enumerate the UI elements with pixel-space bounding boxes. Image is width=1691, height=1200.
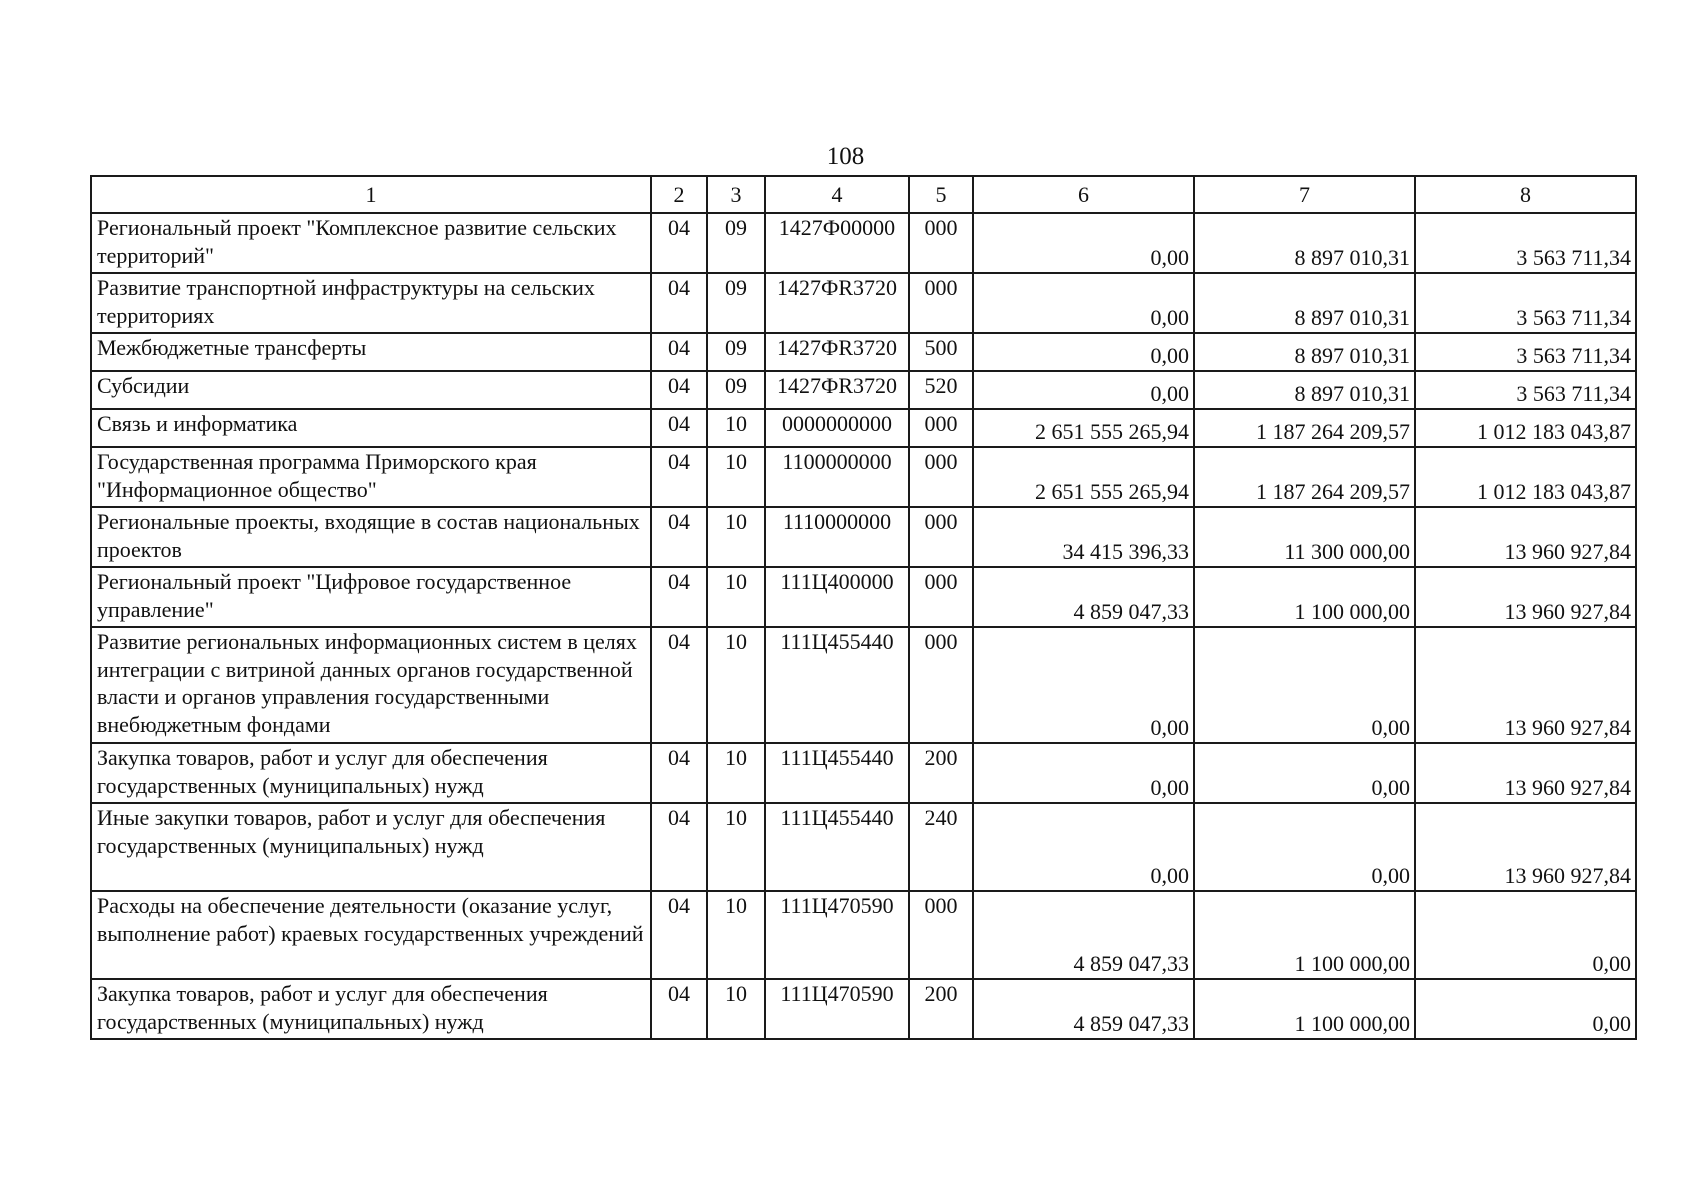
row-amount-col6: 0,00	[973, 371, 1194, 409]
row-amount-col7: 8 897 010,31	[1194, 273, 1415, 333]
row-target-article: 111Ц470590	[765, 891, 909, 979]
row-subsection: 10	[707, 891, 765, 979]
row-amount-col8: 0,00	[1415, 979, 1636, 1039]
header-row	[91, 176, 1636, 213]
table-row	[91, 803, 1636, 891]
table-row	[91, 409, 1636, 447]
row-amount-col7: 8 897 010,31	[1194, 371, 1415, 409]
row-name: Субсидии	[91, 371, 651, 409]
row-amount-col6: 0,00	[973, 213, 1194, 273]
row-expense-type: 000	[909, 213, 973, 273]
row-amount-col7: 0,00	[1194, 627, 1415, 743]
row-amount-col8: 1 012 183 043,87	[1415, 447, 1636, 507]
row-amount-col8: 1 012 183 043,87	[1415, 409, 1636, 447]
table-header	[91, 176, 1636, 213]
row-amount-col6: 0,00	[973, 743, 1194, 803]
row-expense-type: 520	[909, 371, 973, 409]
row-name: Региональный проект "Цифровое государственное управление"	[91, 567, 651, 627]
row-amount-col8: 13 960 927,84	[1415, 803, 1636, 891]
table-row	[91, 273, 1636, 333]
row-section: 04	[651, 507, 707, 567]
row-amount-col8: 13 960 927,84	[1415, 627, 1636, 743]
row-expense-type: 240	[909, 803, 973, 891]
row-amount-col7: 8 897 010,31	[1194, 333, 1415, 371]
header-col-6: 6	[973, 176, 1194, 213]
row-amount-col8: 3 563 711,34	[1415, 213, 1636, 273]
row-amount-col7: 1 100 000,00	[1194, 979, 1415, 1039]
table-row	[91, 567, 1636, 627]
row-amount-col8: 0,00	[1415, 891, 1636, 979]
row-expense-type: 200	[909, 743, 973, 803]
table-row	[91, 507, 1636, 567]
row-subsection: 09	[707, 333, 765, 371]
table-row	[91, 213, 1636, 273]
row-subsection: 10	[707, 447, 765, 507]
row-expense-type: 000	[909, 409, 973, 447]
header-col-5: 5	[909, 176, 973, 213]
row-target-article: 1427ФR3720	[765, 333, 909, 371]
row-amount-col7: 1 187 264 209,57	[1194, 447, 1415, 507]
row-name: Связь и информатика	[91, 409, 651, 447]
page-number: 108	[826, 143, 865, 170]
row-amount-col6: 34 415 396,33	[973, 507, 1194, 567]
row-section: 04	[651, 891, 707, 979]
row-amount-col6: 2 651 555 265,94	[973, 447, 1194, 507]
table-row	[91, 371, 1636, 409]
row-section: 04	[651, 803, 707, 891]
row-target-article: 111Ц455440	[765, 743, 909, 803]
row-subsection: 09	[707, 273, 765, 333]
row-name: Региональные проекты, входящие в состав национальных проектов	[91, 507, 651, 567]
row-amount-col7: 1 187 264 209,57	[1194, 409, 1415, 447]
row-target-article: 111Ц455440	[765, 803, 909, 891]
row-target-article: 1100000000	[765, 447, 909, 507]
table-body	[91, 213, 1636, 1039]
row-section: 04	[651, 627, 707, 743]
row-name: Закупка товаров, работ и услуг для обеспечения государственных (муниципальных) нужд	[91, 979, 651, 1039]
row-target-article: 111Ц400000	[765, 567, 909, 627]
row-expense-type: 000	[909, 507, 973, 567]
row-section: 04	[651, 333, 707, 371]
row-subsection: 10	[707, 979, 765, 1039]
row-amount-col6: 0,00	[973, 273, 1194, 333]
row-amount-col6: 4 859 047,33	[973, 567, 1194, 627]
row-target-article: 1427ФR3720	[765, 371, 909, 409]
row-expense-type: 000	[909, 447, 973, 507]
table-row	[91, 743, 1636, 803]
row-name: Региональный проект "Комплексное развитие сельских территорий"	[91, 213, 651, 273]
row-name: Расходы на обеспечение деятельности (оказание услуг, выполнение работ) краевых государственных учреждений	[91, 891, 651, 979]
row-section: 04	[651, 371, 707, 409]
row-target-article: 111Ц470590	[765, 979, 909, 1039]
row-target-article: 111Ц455440	[765, 627, 909, 743]
row-amount-col6: 4 859 047,33	[973, 891, 1194, 979]
row-name: Развитие транспортной инфраструктуры на сельских территориях	[91, 273, 651, 333]
row-amount-col6: 0,00	[973, 627, 1194, 743]
row-subsection: 10	[707, 507, 765, 567]
row-section: 04	[651, 213, 707, 273]
row-expense-type: 000	[909, 627, 973, 743]
row-name: Закупка товаров, работ и услуг для обеспечения государственных (муниципальных) нужд	[91, 743, 651, 803]
table-row	[91, 447, 1636, 507]
row-expense-type: 500	[909, 333, 973, 371]
row-subsection: 10	[707, 567, 765, 627]
row-subsection: 10	[707, 803, 765, 891]
table-row	[91, 627, 1636, 743]
row-amount-col7: 0,00	[1194, 803, 1415, 891]
row-section: 04	[651, 447, 707, 507]
budget-table	[90, 175, 1637, 1040]
row-subsection: 09	[707, 213, 765, 273]
row-amount-col7: 11 300 000,00	[1194, 507, 1415, 567]
header-col-8: 8	[1415, 176, 1636, 213]
row-amount-col7: 1 100 000,00	[1194, 567, 1415, 627]
row-amount-col6: 0,00	[973, 333, 1194, 371]
row-name: Межбюджетные трансферты	[91, 333, 651, 371]
row-amount-col8: 13 960 927,84	[1415, 507, 1636, 567]
row-amount-col6: 4 859 047,33	[973, 979, 1194, 1039]
header-col-3: 3	[707, 176, 765, 213]
row-amount-col8: 13 960 927,84	[1415, 567, 1636, 627]
row-target-article: 1427ФR3720	[765, 273, 909, 333]
header-col-2: 2	[651, 176, 707, 213]
row-amount-col8: 3 563 711,34	[1415, 371, 1636, 409]
row-amount-col7: 8 897 010,31	[1194, 213, 1415, 273]
row-amount-col8: 13 960 927,84	[1415, 743, 1636, 803]
row-expense-type: 000	[909, 567, 973, 627]
row-amount-col8: 3 563 711,34	[1415, 273, 1636, 333]
header-col-1: 1	[91, 176, 651, 213]
row-subsection: 10	[707, 409, 765, 447]
row-name: Иные закупки товаров, работ и услуг для обеспечения государственных (муниципальных) нужд	[91, 803, 651, 891]
row-name: Государственная программа Приморского края "Информационное общество"	[91, 447, 651, 507]
row-target-article: 1427Ф00000	[765, 213, 909, 273]
row-amount-col7: 1 100 000,00	[1194, 891, 1415, 979]
row-section: 04	[651, 409, 707, 447]
row-expense-type: 000	[909, 273, 973, 333]
row-name: Развитие региональных информационных систем в целях интеграции с витриной данных органов государственной власти и органов управления государственными внебюджетным фондами	[91, 627, 651, 743]
row-subsection: 10	[707, 743, 765, 803]
row-amount-col6: 2 651 555 265,94	[973, 409, 1194, 447]
row-target-article: 1110000000	[765, 507, 909, 567]
table-row	[91, 891, 1636, 979]
row-subsection: 10	[707, 627, 765, 743]
row-subsection: 09	[707, 371, 765, 409]
header-col-7: 7	[1194, 176, 1415, 213]
table-row	[91, 979, 1636, 1039]
row-amount-col8: 3 563 711,34	[1415, 333, 1636, 371]
row-section: 04	[651, 567, 707, 627]
header-col-4: 4	[765, 176, 909, 213]
row-section: 04	[651, 743, 707, 803]
row-section: 04	[651, 273, 707, 333]
row-target-article: 0000000000	[765, 409, 909, 447]
row-amount-col6: 0,00	[973, 803, 1194, 891]
row-amount-col7: 0,00	[1194, 743, 1415, 803]
row-expense-type: 000	[909, 891, 973, 979]
table-row	[91, 333, 1636, 371]
row-expense-type: 200	[909, 979, 973, 1039]
row-section: 04	[651, 979, 707, 1039]
